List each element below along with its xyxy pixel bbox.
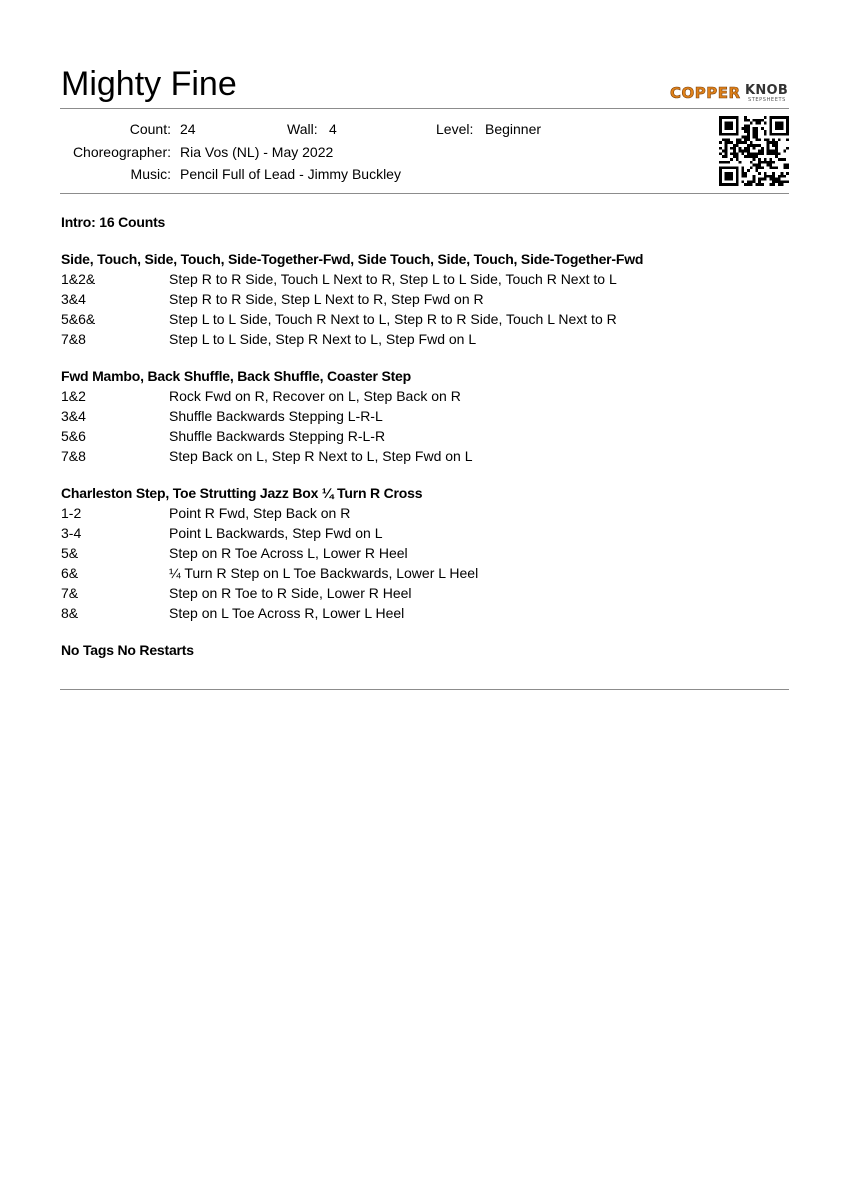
meta-divider xyxy=(60,193,789,194)
section-2 xyxy=(61,366,791,466)
step-description: Point R Fwd, Step Back on R xyxy=(169,505,351,521)
step-row xyxy=(61,603,791,623)
section-1 xyxy=(61,249,791,349)
step-description: Step L to L Side, Touch R Next to L, Step R to R Side, Touch L Next to R xyxy=(169,311,617,327)
tags-restarts-note: No Tags No Restarts xyxy=(61,642,194,658)
step-row xyxy=(61,503,791,523)
step-count: 7& xyxy=(61,585,79,601)
count-label: Count: xyxy=(129,121,171,137)
step-count: 6& xyxy=(61,565,79,581)
level-value: Beginner xyxy=(485,121,542,137)
section-3 xyxy=(61,483,791,623)
choreographer-value: Ria Vos (NL) - May 2022 xyxy=(180,144,334,160)
step-row xyxy=(61,426,791,446)
step-description: Step on R Toe to R Side, Lower R Heel xyxy=(169,585,412,601)
level-label: Level: xyxy=(436,121,474,137)
step-row xyxy=(61,446,791,466)
step-count: 5&6 xyxy=(61,428,86,444)
step-count: 5&6& xyxy=(61,311,96,327)
step-description: Step R to R Side, Step L Next to R, Step Fwd on R xyxy=(169,291,484,307)
section-title: Side, Touch, Side, Touch, Side-Together-Fwd, Side Touch, Side, Touch, Side-Together-Fwd xyxy=(61,251,644,267)
step-count: 3&4 xyxy=(61,408,86,424)
step-row xyxy=(61,329,791,349)
step-row xyxy=(61,386,791,406)
step-count: 3&4 xyxy=(61,291,86,307)
footer-divider xyxy=(60,689,789,690)
section-title: Charleston Step, Toe Strutting Jazz Box ¼ Turn R Cross xyxy=(61,485,423,501)
logo-word-copper: COPPER xyxy=(670,84,741,102)
step-description: Step on L Toe Across R, Lower L Heel xyxy=(169,605,405,621)
choreographer-label: Choreographer: xyxy=(72,144,171,160)
dance-title: Mighty Fine xyxy=(61,65,237,103)
step-row xyxy=(61,406,791,426)
step-description: Point L Backwards, Step Fwd on L xyxy=(169,525,383,541)
intro-counts: Intro: 16 Counts xyxy=(61,214,166,230)
copperknob-logo[interactable] xyxy=(670,84,788,104)
section-title: Fwd Mambo, Back Shuffle, Back Shuffle, Coaster Step xyxy=(61,368,411,384)
step-row xyxy=(61,543,791,563)
step-description: ¼ Turn R Step on L Toe Backwards, Lower L Heel xyxy=(169,565,479,581)
stepsheet-content xyxy=(61,212,791,660)
step-description: Step Back on L, Step R Next to L, Step Fwd on L xyxy=(169,448,473,464)
step-description: Step L to L Side, Step R Next to L, Step Fwd on L xyxy=(169,331,477,347)
step-count: 3-4 xyxy=(61,525,82,541)
step-row xyxy=(61,583,791,603)
step-row xyxy=(61,563,791,583)
step-description: Rock Fwd on R, Recover on L, Step Back on R xyxy=(169,388,461,404)
step-count: 5& xyxy=(61,545,79,561)
step-row xyxy=(61,523,791,543)
logo-word-knob: KNOB xyxy=(745,83,789,98)
step-description: Shuffle Backwards Stepping L-R-L xyxy=(169,408,383,424)
step-count: 7&8 xyxy=(61,331,86,347)
step-description: Shuffle Backwards Stepping R-L-R xyxy=(169,428,386,444)
step-description: Step R to R Side, Touch L Next to R, Step L to L Side, Touch R Next to L xyxy=(169,271,617,287)
step-count: 1-2 xyxy=(61,505,82,521)
step-count: 7&8 xyxy=(61,448,86,464)
logo-subtitle: STEPSHEETS xyxy=(748,97,786,103)
qr-code[interactable] xyxy=(719,116,789,186)
step-row xyxy=(61,309,791,329)
count-value: 24 xyxy=(180,121,196,137)
step-row xyxy=(61,269,791,289)
step-description: Step on R Toe Across L, Lower R Heel xyxy=(169,545,408,561)
header-divider xyxy=(60,108,789,109)
step-count: 1&2 xyxy=(61,388,86,404)
step-row xyxy=(61,289,791,309)
music-value: Pencil Full of Lead - Jimmy Buckley xyxy=(180,166,401,182)
step-count: 1&2& xyxy=(61,271,96,287)
wall-label: Wall: xyxy=(287,121,318,137)
step-count: 8& xyxy=(61,605,79,621)
wall-value: 4 xyxy=(329,121,337,137)
music-label: Music: xyxy=(130,166,171,182)
